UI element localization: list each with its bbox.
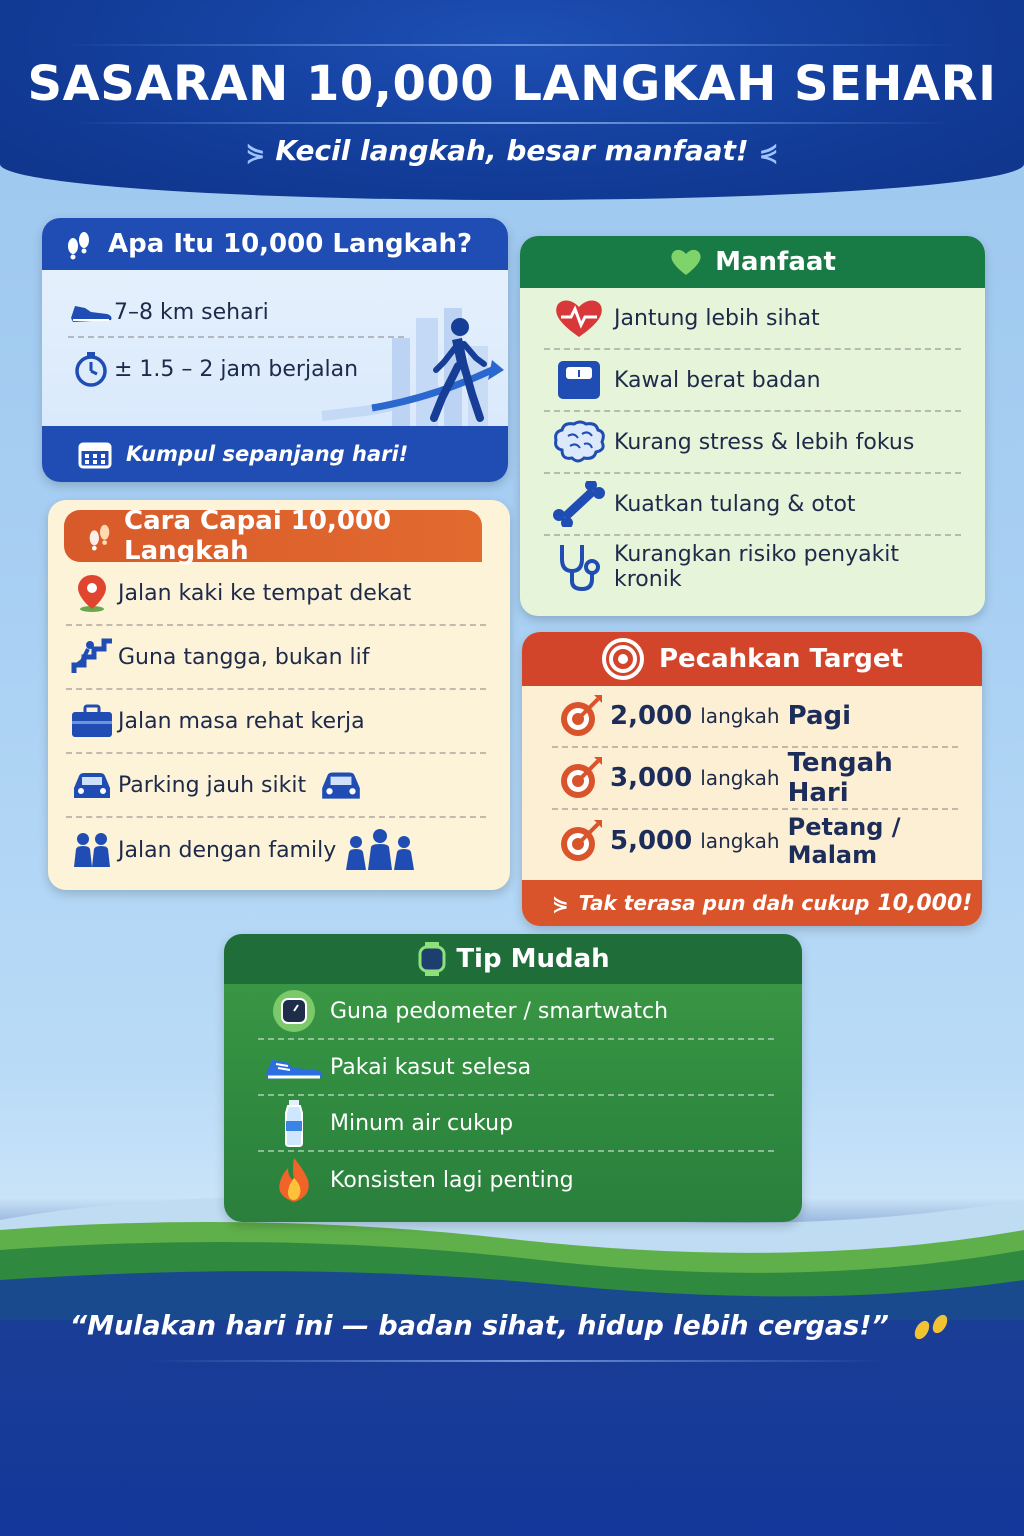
list-item	[544, 412, 961, 474]
target-footer-text: Tak terasa pun dah cukup	[578, 891, 870, 915]
bone-icon	[544, 481, 614, 527]
list-item	[544, 288, 961, 350]
tips-card-title: Tip Mudah	[456, 944, 610, 974]
heart-icon	[669, 247, 703, 277]
target-footer-value: 10,000!	[877, 890, 973, 916]
list-item	[552, 686, 958, 748]
target-unit: langkah	[700, 704, 780, 728]
benefit-label: Jantung lebih sihat	[614, 305, 820, 331]
family-icon	[344, 828, 416, 872]
what-card-title: Apa Itu 10,000 Langkah?	[108, 229, 473, 259]
target-card	[522, 632, 982, 926]
briefcase-icon	[66, 703, 118, 739]
divider	[60, 44, 964, 46]
shoe-icon	[68, 300, 114, 324]
smartwatch-icon	[416, 942, 448, 976]
target-card-header	[522, 632, 982, 686]
list-item	[66, 690, 486, 754]
how-item-label: Guna tangga, bukan lif	[118, 644, 370, 670]
target-count: 5,000	[610, 826, 693, 856]
target-count: 2,000	[610, 701, 693, 731]
stairs-icon	[66, 637, 118, 677]
list-item	[544, 536, 961, 598]
smartwatch-icon	[258, 988, 330, 1034]
speed-lines-icon: ⋟	[552, 891, 569, 915]
how-item-label: Parking jauh sikit	[118, 772, 307, 798]
brain-icon	[544, 420, 614, 464]
heart-icon	[544, 297, 614, 339]
benefits-card-title: Manfaat	[715, 247, 836, 277]
list-item	[552, 748, 958, 810]
target-card-title: Pecahkan Target	[659, 644, 903, 674]
tip-label: Guna pedometer / smartwatch	[330, 998, 669, 1024]
target-when: Petang / Malam	[787, 813, 901, 869]
how-card-header	[64, 506, 482, 566]
calendar-icon	[78, 439, 112, 469]
benefit-label: Kawal berat badan	[614, 367, 821, 393]
fire-icon	[258, 1156, 330, 1204]
list-item	[66, 754, 486, 818]
list-item	[544, 474, 961, 536]
list-item	[66, 818, 486, 882]
list-item	[544, 350, 961, 412]
distance-text: 7–8 km sehari	[114, 299, 269, 325]
footprints-icon	[62, 228, 94, 260]
target-icon	[601, 637, 645, 681]
page-title: SASARAN 10,000 LANGKAH SEHARI	[27, 56, 997, 112]
target-arrow-icon	[552, 693, 610, 739]
list-item	[66, 562, 486, 626]
how-item-label: Jalan dengan family	[118, 837, 337, 863]
what-card-footer	[42, 426, 508, 482]
list-item	[258, 984, 774, 1040]
speed-lines-icon: ⋞	[758, 138, 779, 166]
target-arrow-icon	[552, 818, 610, 864]
stopwatch-icon	[68, 350, 114, 388]
benefit-label: Kurangkan risiko penyakit kronik	[614, 542, 900, 592]
tips-card-header	[224, 934, 802, 984]
target-when: Tengah Hari	[787, 748, 893, 808]
footprints-icon	[84, 521, 114, 551]
list-item	[258, 1040, 774, 1096]
divider	[70, 122, 954, 124]
benefits-card	[520, 236, 985, 616]
target-card-footer	[522, 880, 982, 926]
how-card-title: Cara Capai 10,000 Langkah	[124, 506, 392, 566]
scale-icon	[544, 359, 614, 401]
tip-label: Pakai kasut selesa	[330, 1054, 532, 1080]
page-subtitle	[0, 134, 1024, 167]
car-icon	[318, 767, 364, 803]
what-card-footer-text: Kumpul sepanjang hari!	[126, 442, 409, 466]
tip-label: Konsisten lagi penting	[330, 1167, 574, 1193]
benefit-label: Kurang stress & lebih fokus	[614, 429, 915, 455]
benefits-card-header	[520, 236, 985, 288]
quote-text: “Mulakan hari ini — badan sihat, hidup lebih cergas!”	[69, 1310, 889, 1342]
what-card-header	[42, 218, 508, 270]
target-arrow-icon	[552, 755, 610, 801]
how-item-label: Jalan masa rehat kerja	[118, 708, 365, 734]
speed-lines-icon: ⋟	[245, 138, 266, 166]
divider	[150, 1360, 884, 1362]
list-item	[66, 626, 486, 690]
target-unit: langkah	[700, 829, 780, 853]
family-icon	[66, 831, 118, 869]
benefit-label: Kuatkan tulang & otot	[614, 491, 856, 517]
water-bottle-icon	[258, 1099, 330, 1147]
list-item	[258, 1096, 774, 1152]
stethoscope-icon	[544, 541, 614, 593]
tip-label: Minum air cukup	[330, 1110, 514, 1136]
how-card	[48, 500, 510, 890]
footprints-icon	[908, 1310, 954, 1344]
location-pin-icon	[66, 573, 118, 613]
duration-text: ± 1.5 – 2 jam berjalan	[114, 356, 359, 382]
car-icon	[66, 768, 118, 802]
target-when: Pagi	[787, 701, 852, 731]
shoe-icon	[258, 1052, 330, 1082]
closing-quote	[0, 1310, 1024, 1344]
tips-card	[224, 934, 802, 1222]
subtitle-text: Kecil langkah, besar manfaat!	[275, 134, 749, 167]
target-count: 3,000	[610, 763, 693, 793]
list-item	[258, 1152, 774, 1208]
list-item	[552, 810, 958, 872]
walking-person-illustration	[312, 298, 508, 428]
what-card	[42, 218, 508, 482]
target-unit: langkah	[700, 766, 780, 790]
how-item-label: Jalan kaki ke tempat dekat	[118, 580, 412, 606]
header-banner	[0, 0, 1024, 200]
